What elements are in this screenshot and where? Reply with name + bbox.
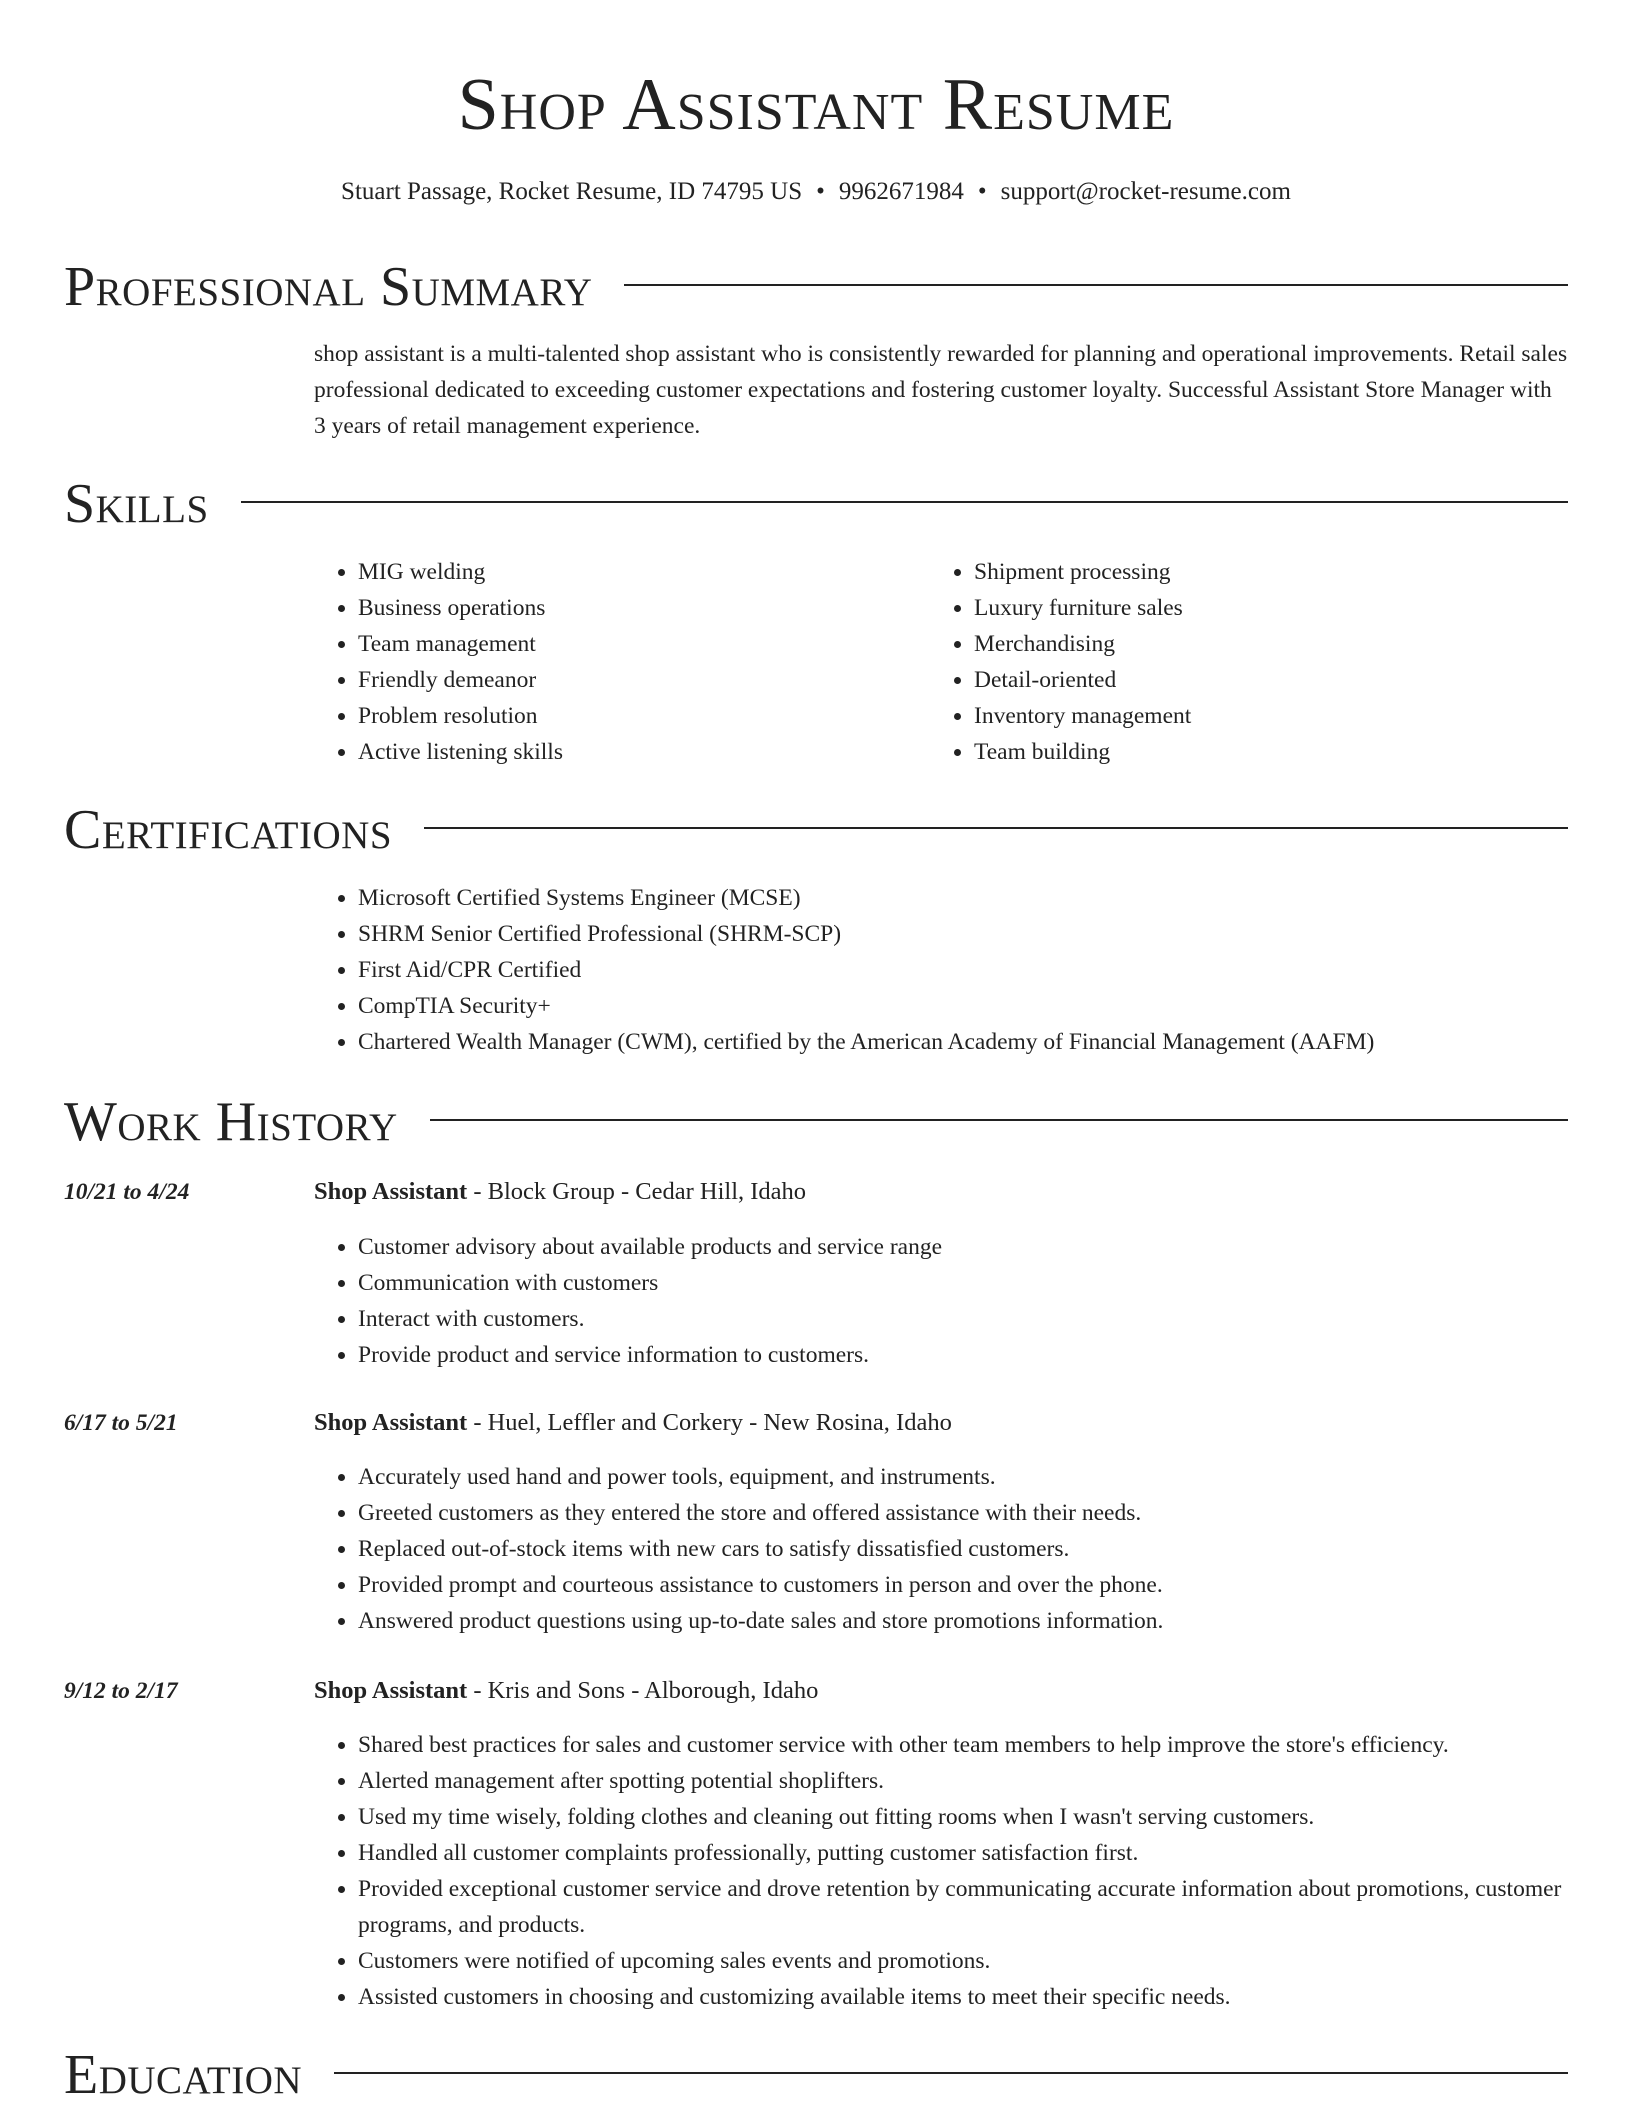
certification-item: • Microsoft Certified Systems Engineer (MCSE) [358, 880, 1568, 916]
skill-item: • Inventory management [974, 698, 1560, 734]
skill-item: • Detail-oriented [974, 662, 1560, 698]
duty-item: • Customers were notified of upcoming sales events and promotions. [358, 1943, 1568, 1979]
skill-item: • MIG welding [358, 554, 924, 590]
job-employer: - Huel, Leffler and Corkery - New Rosina, Idaho [467, 1409, 952, 1436]
section-title: Professional Summary [64, 256, 593, 318]
duties-list [314, 1459, 1568, 1639]
section-heading-summary [64, 252, 1568, 322]
duty-item: • Used my time wisely, folding clothes and cleaning out fitting rooms when I wasn't serving customers. [358, 1799, 1568, 1835]
section-heading-certifications [64, 795, 1568, 865]
section-title: Work History [64, 1091, 398, 1153]
certification-item: • SHRM Senior Certified Professional (SHRM-SCP) [358, 916, 1568, 952]
certifications-list [314, 880, 1568, 1060]
contact-separator: • [977, 178, 987, 205]
duty-item: • Customer advisory about available products and service range [358, 1229, 1568, 1265]
section-divider [430, 1119, 1568, 1121]
certifications-block [314, 880, 1568, 1060]
section-divider [334, 2072, 1568, 2074]
duty-item: • Provide product and service information to customers. [358, 1337, 1568, 1373]
duty-item: • Answered product questions using up-to-date sales and store promotions information. [358, 1603, 1568, 1639]
section-title: Education [64, 2044, 303, 2106]
duty-item: • Assisted customers in choosing and customizing available items to meet their specific needs. [358, 1979, 1568, 2015]
job-dates: 6/17 to 5/21 [64, 1410, 178, 1436]
job-heading [314, 1405, 952, 1441]
duty-item: • Accurately used hand and power tools, equipment, and instruments. [358, 1459, 1568, 1495]
section-heading-education [64, 2040, 1568, 2110]
job-title: Shop Assistant [314, 1178, 468, 1205]
skill-item: • Business operations [358, 590, 924, 626]
skill-item: • Problem resolution [358, 698, 924, 734]
skills-column-left [314, 554, 924, 770]
job-dates: 9/12 to 2/17 [64, 1678, 178, 1704]
job-duties [314, 1229, 1568, 1373]
summary-text: shop assistant is a multi-talented shop assistant who is consistently rewarded for planning and operational improvements. Retail sales professional dedicated to exceeding customer expectations and fostering customer loyalty. Successful Assistant Store Manager with 3 years of retail management experience. [314, 341, 1568, 439]
duty-item: • Alerted management after spotting potential shoplifters. [358, 1763, 1568, 1799]
job-employer: - Block Group - Cedar Hill, Idaho [467, 1178, 807, 1205]
section-heading-skills [64, 469, 1568, 539]
job-title: Shop Assistant [314, 1409, 468, 1436]
duty-item: • Provided exceptional customer service and drove retention by communicating accurate information about promotions, customer programs, and products. [358, 1871, 1568, 1943]
job-title: Shop Assistant [314, 1677, 468, 1704]
section-heading-work-history [64, 1087, 1568, 1157]
job-duties [314, 1459, 1568, 1639]
duty-item: • Replaced out-of-stock items with new cars to satisfy dissatisfied customers. [358, 1531, 1568, 1567]
skills-column-right [930, 554, 1560, 770]
skill-item: • Luxury furniture sales [974, 590, 1560, 626]
duties-list [314, 1229, 1568, 1373]
section-divider [241, 501, 1568, 503]
duty-item: • Greeted customers as they entered the store and offered assistance with their needs. [358, 1495, 1568, 1531]
job-employer: - Kris and Sons - Alborough, Idaho [467, 1677, 819, 1704]
section-divider [624, 284, 1568, 286]
skill-item: • Friendly demeanor [358, 662, 924, 698]
job-heading [314, 1673, 818, 1709]
skill-item: • Merchandising [974, 626, 1560, 662]
job-duties [314, 1727, 1568, 2015]
skill-item: • Team building [974, 734, 1560, 770]
duty-item: • Handled all customer complaints professionally, putting customer satisfaction first. [358, 1835, 1568, 1871]
certification-item: • First Aid/CPR Certified [358, 952, 1568, 988]
page-title: Shop Assistant Resume [457, 64, 1175, 146]
skills-list [930, 554, 1560, 770]
duty-item: • Provided prompt and courteous assistance to customers in person and over the phone. [358, 1567, 1568, 1603]
skill-item: • Shipment processing [974, 554, 1560, 590]
skills-list [314, 554, 924, 770]
section-title: Certifications [64, 799, 393, 861]
contact-separator: • [816, 178, 825, 205]
duty-item: • Shared best practices for sales and customer service with other team members to help improve the store's efficiency. [358, 1727, 1568, 1763]
job-heading [314, 1174, 806, 1210]
duty-item: • Communication with customers [358, 1265, 1568, 1301]
contact-line [0, 172, 1632, 212]
contact-address: Stuart Passage, Rocket Resume, ID 74795 US [341, 178, 803, 205]
skill-item: • Team management [358, 626, 924, 662]
duty-item: • Interact with customers. [358, 1301, 1568, 1337]
certification-item: • Chartered Wealth Manager (CWM), certified by the American Academy of Financial Management (AAFM) [358, 1024, 1568, 1060]
job-dates: 10/21 to 4/24 [64, 1179, 190, 1205]
duties-list [314, 1727, 1568, 2015]
contact-phone: 9962671984 [838, 178, 964, 205]
section-title: Skills [64, 473, 209, 535]
certification-item: • CompTIA Security+ [358, 988, 1568, 1024]
contact-email: support@rocket-resume.com [1000, 178, 1291, 205]
skill-item: • Active listening skills [358, 734, 924, 770]
section-divider [424, 827, 1568, 829]
